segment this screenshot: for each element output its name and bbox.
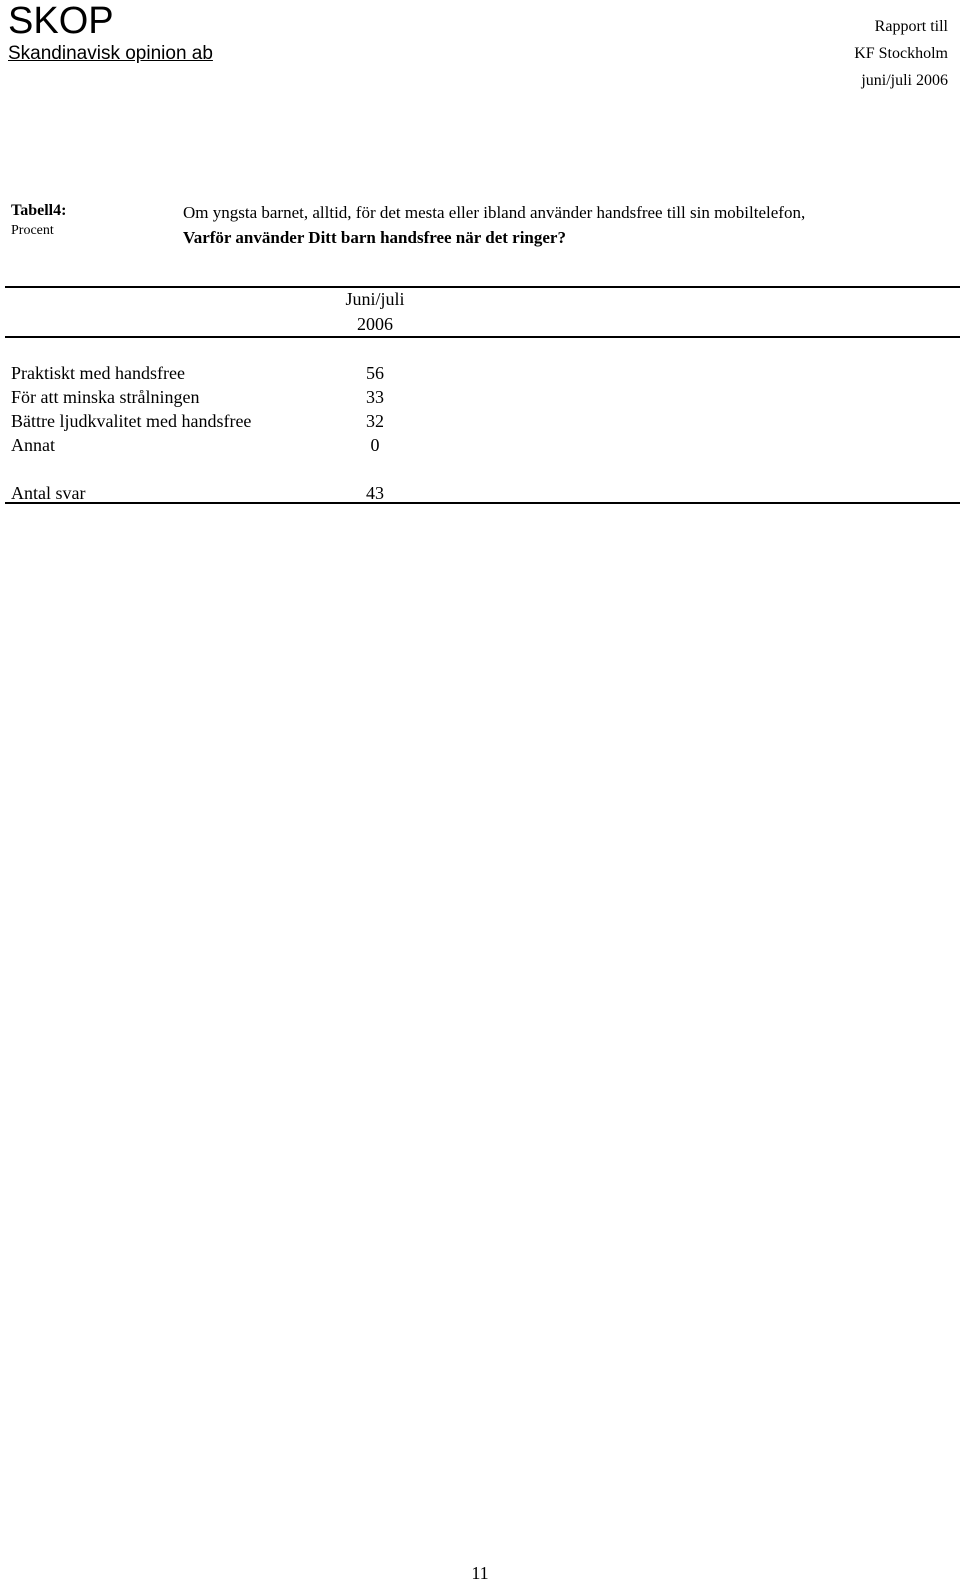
- column-header-line-1: Juni/juli: [345, 289, 405, 309]
- table-row: [11, 433, 411, 457]
- table-top-rule: [5, 286, 960, 288]
- table-bottom-rule: [5, 502, 960, 504]
- table-row: [11, 409, 411, 433]
- total-label: Antal svar: [11, 483, 86, 503]
- row-label: Annat: [11, 435, 55, 455]
- total-value: 43: [366, 483, 384, 503]
- report-period: juni/juli 2006: [861, 72, 948, 89]
- page-number: 11: [471, 1563, 489, 1583]
- row-value: 56: [366, 363, 384, 383]
- table-row: [11, 361, 411, 385]
- row-value: 32: [366, 411, 384, 431]
- table-header-rule: [5, 336, 960, 338]
- table-label: Tabell4:: [11, 202, 67, 219]
- row-label: Praktiskt med handsfree: [11, 363, 185, 383]
- row-label: För att minska strålningen: [11, 387, 200, 407]
- row-label: Bättre ljudkvalitet med handsfree: [11, 411, 252, 431]
- logo-title: SKOP: [8, 0, 114, 42]
- question-line-2: Varför använder Ditt barn handsfree när det ringer?: [183, 228, 566, 247]
- question-line-1: Om yngsta barnet, alltid, för det mesta eller ibland använder handsfree till sin mobiltelefon,: [183, 203, 806, 222]
- logo-subtitle: Skandinavisk opinion ab: [8, 43, 213, 64]
- column-header-line-2: 2006: [357, 314, 393, 334]
- question-text: [183, 200, 805, 250]
- report-recipient-line: Rapport till: [874, 18, 948, 35]
- report-client: KF Stockholm: [854, 45, 948, 62]
- column-header: [330, 287, 420, 337]
- report-info: [854, 13, 948, 94]
- table-row: [11, 385, 411, 409]
- row-value: 0: [370, 435, 380, 455]
- row-value: 33: [366, 387, 384, 407]
- table-unit: Procent: [11, 223, 54, 238]
